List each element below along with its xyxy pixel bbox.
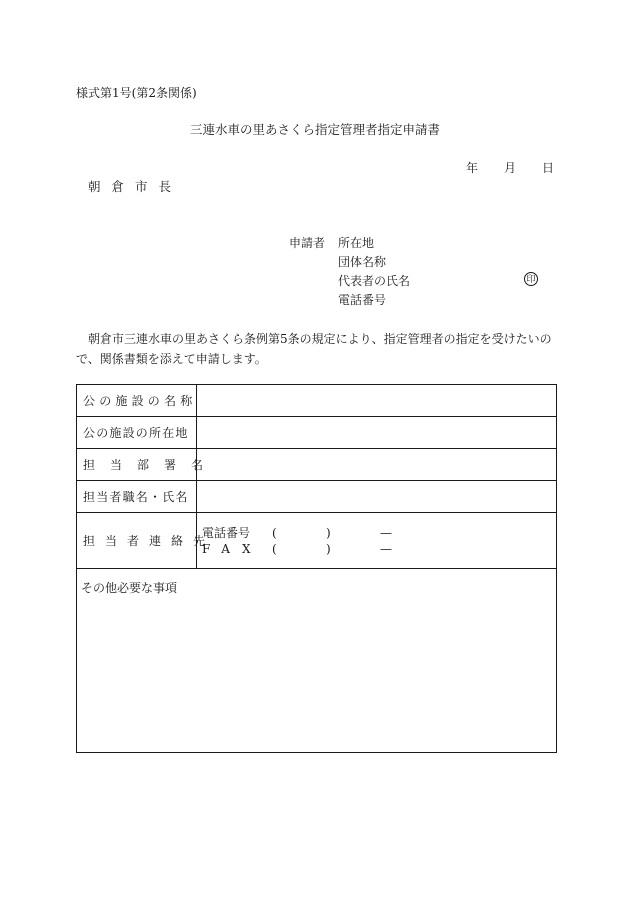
form-number: 様式第1号(第2条関係): [76, 86, 197, 100]
person-label: 担当者職名・氏名: [77, 481, 197, 512]
table-row-facility-name: [77, 385, 556, 417]
table-row-contact: [77, 513, 556, 569]
contact-field[interactable]: [198, 513, 556, 568]
department-label: 担当部署名: [77, 449, 197, 480]
table-row-facility-location: [77, 417, 556, 449]
person-field[interactable]: [198, 481, 556, 512]
applicant-phone-label: 電話番号: [338, 293, 387, 307]
date-year: 年: [466, 161, 479, 175]
facility-location-label: 公の施設の所在地: [77, 417, 197, 448]
facility-table: [76, 384, 557, 753]
contact-phone-close-paren: ): [326, 526, 331, 540]
other-matters-label: その他必要な事項: [81, 581, 178, 595]
seal-mark: 印: [524, 272, 538, 286]
department-field[interactable]: [198, 449, 556, 480]
contact-fax-label: FAX: [202, 542, 263, 556]
table-row-person: [77, 481, 556, 513]
addressee: 朝倉市長: [88, 179, 183, 194]
contact-phone-label: 電話番号: [202, 526, 251, 540]
date-month: 月: [504, 161, 517, 175]
facility-name-label: 公の施設の名称: [77, 385, 197, 416]
contact-phone-line: [202, 527, 392, 539]
contact-phone-dash: —: [380, 526, 392, 540]
applicant-organization-label: 団体名称: [338, 255, 387, 269]
contact-phone-open-paren: (: [272, 526, 277, 540]
other-matters-section[interactable]: [77, 569, 556, 752]
contact-fax-line: [202, 543, 392, 555]
contact-fax-open-paren: (: [272, 542, 277, 556]
applicant-address-label: 所在地: [338, 236, 375, 250]
facility-name-field[interactable]: [198, 385, 556, 416]
contact-fax-close-paren: ): [326, 542, 331, 556]
date-day: 日: [542, 161, 555, 175]
applicant-representative-label: 代表者の氏名: [338, 274, 411, 288]
applicant-label: 申請者: [289, 236, 326, 250]
page-title: 三連水車の里あさくら指定管理者指定申請書: [189, 122, 440, 137]
date-line: [466, 162, 554, 174]
facility-location-field[interactable]: [198, 417, 556, 448]
contact-label: 担当者連絡先: [77, 513, 197, 568]
table-row-department: [77, 449, 556, 481]
contact-fax-dash: —: [380, 542, 392, 556]
body-text: 朝倉市三連水車の里あさくら条例第5条の規定により、指定管理者の指定を受けたいので、関係書類を添えて申請します。: [76, 332, 552, 366]
